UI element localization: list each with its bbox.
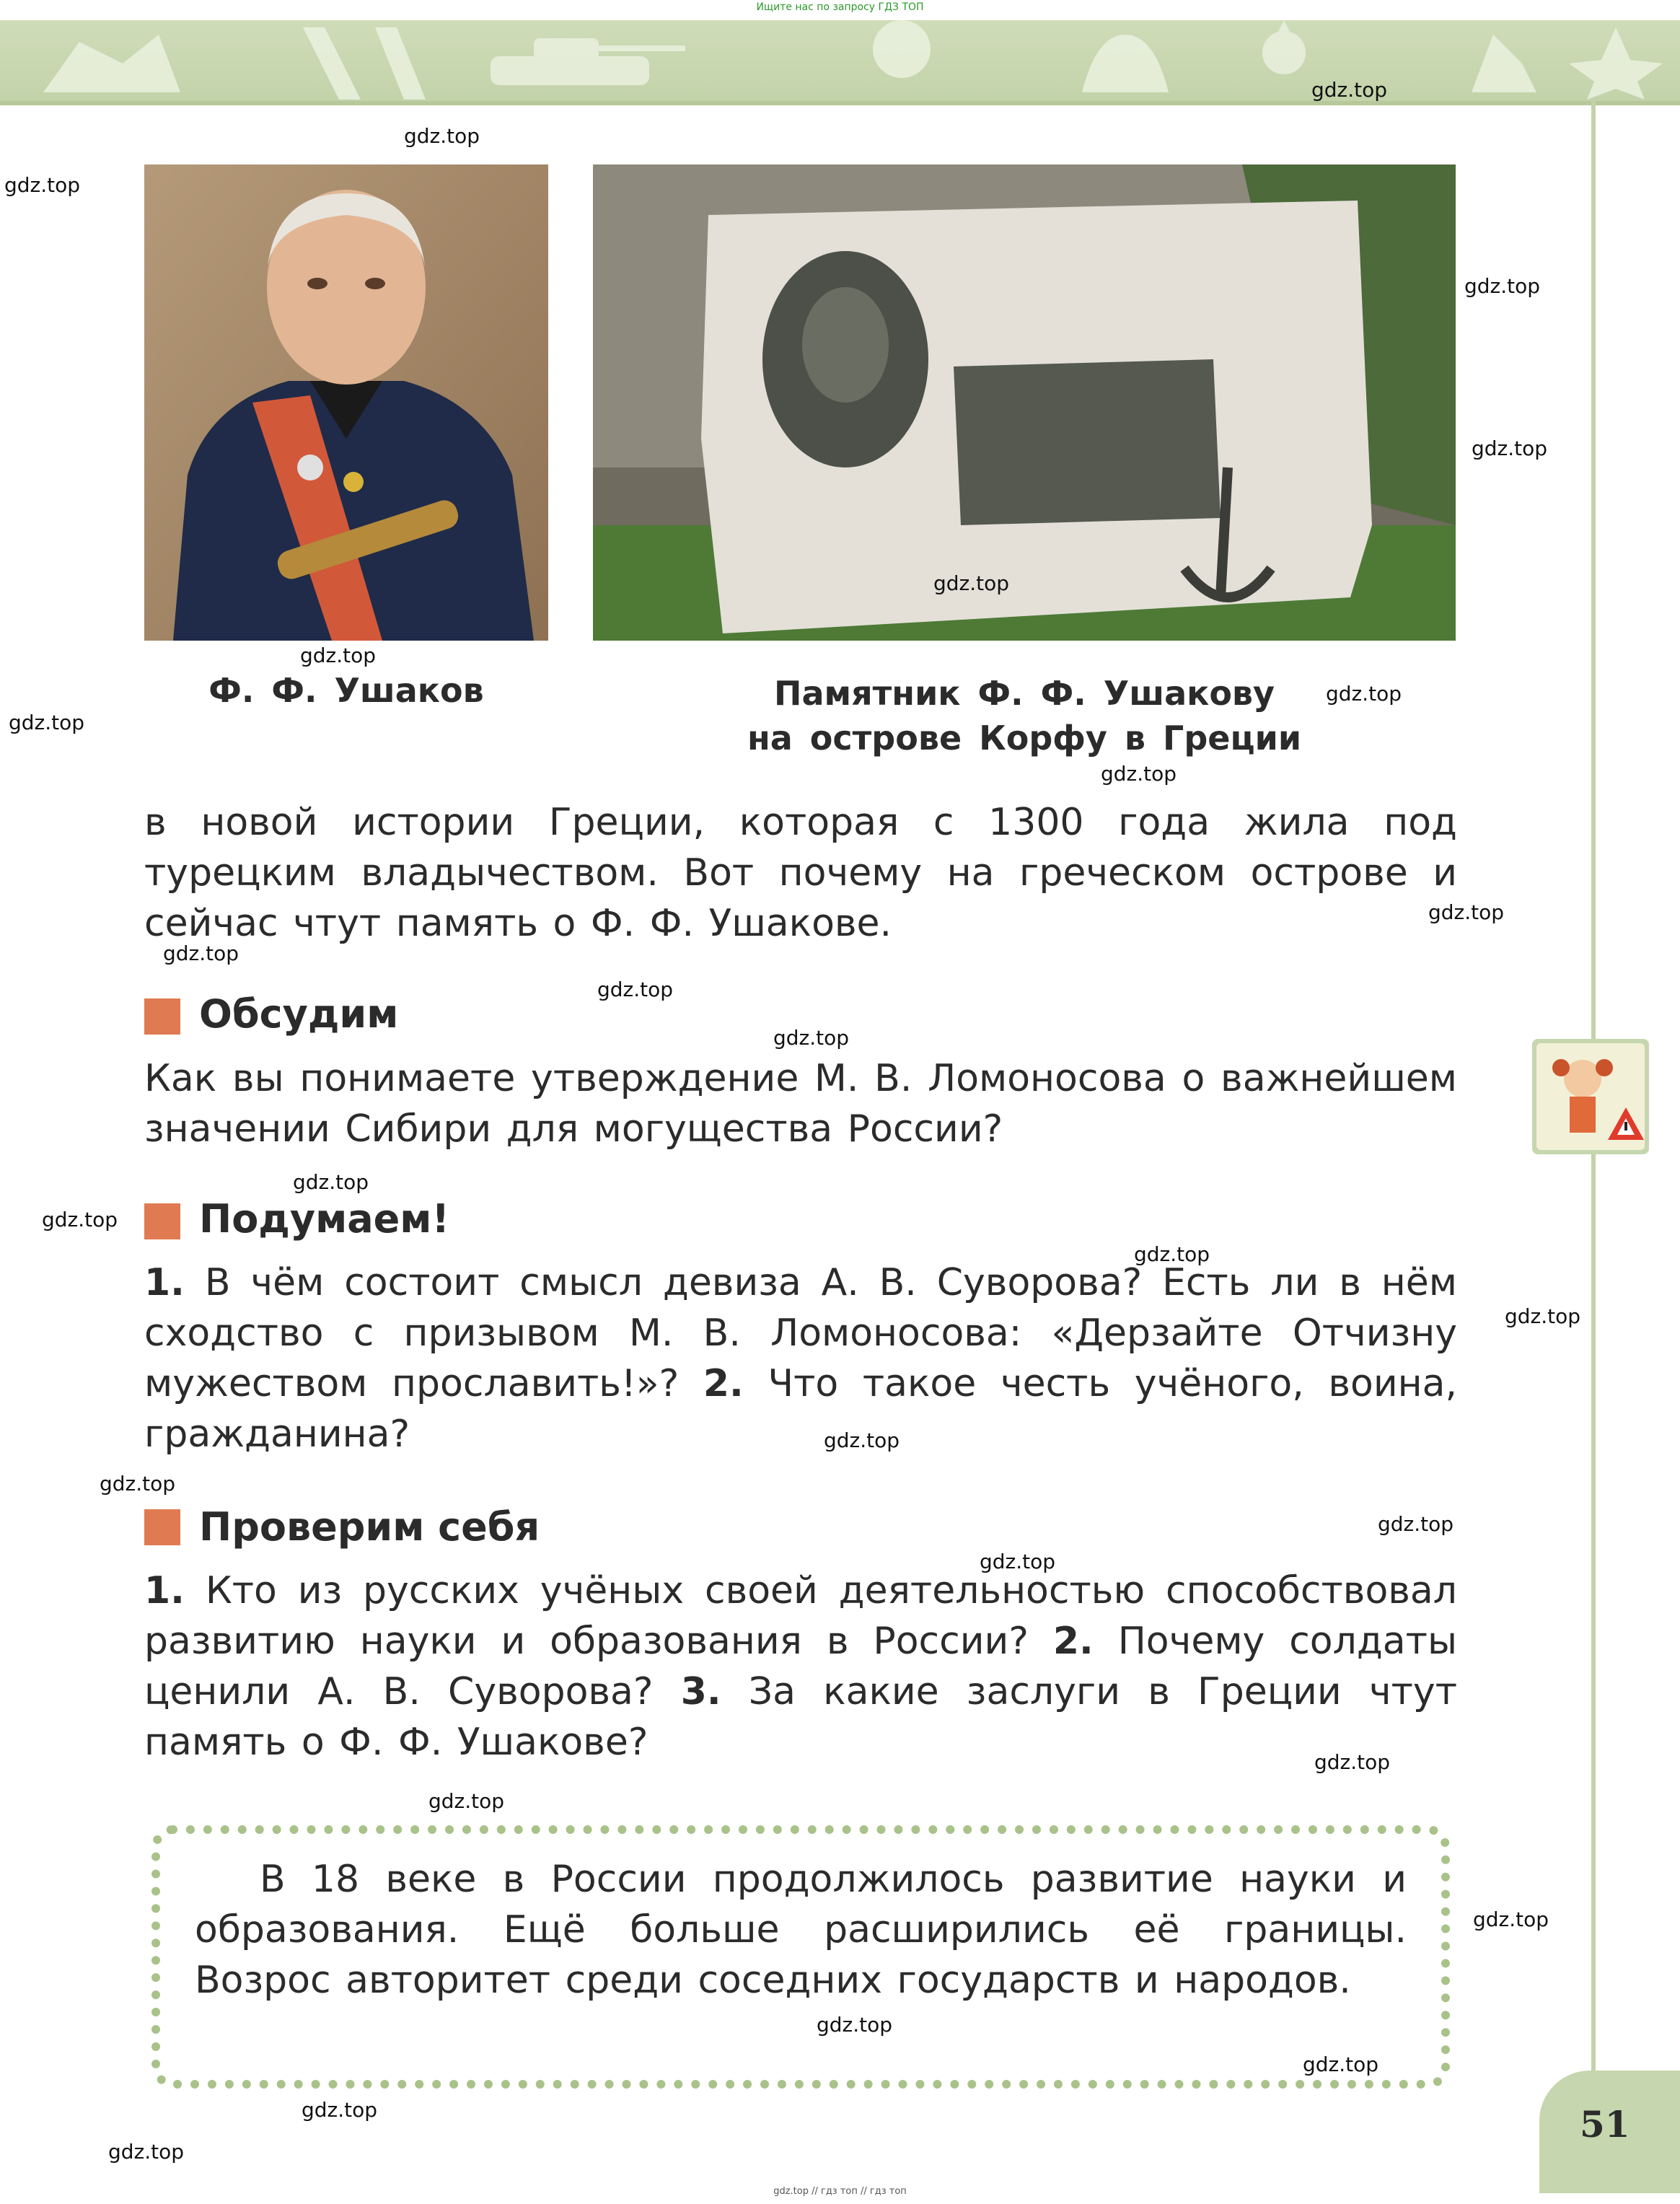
watermark: gdz.top bbox=[817, 2013, 893, 2037]
watermark: gdz.top bbox=[302, 2098, 378, 2122]
check-q2-number: 2. bbox=[1052, 1620, 1094, 1663]
discuss-text: Как вы понимаете утверждение М. В. Ломоносова о важнейшем значении Сибири для могущества России? bbox=[144, 1057, 1457, 1151]
watermark: gdz.top bbox=[163, 941, 239, 965]
watermark: gdz.top bbox=[9, 711, 85, 734]
watermark: gdz.top bbox=[773, 1026, 850, 1050]
think-q1-number: 1. bbox=[144, 1261, 185, 1304]
watermark: gdz.top bbox=[824, 1428, 900, 1452]
intro-paragraph: в новой истории Греции, которая с 1300 года жила под турецким владычеством. Вот почему на греческом острове и сейчас чтут память о Ф. Ф. Ушакове. bbox=[144, 801, 1457, 945]
think-heading: Подумаем! bbox=[199, 1196, 450, 1242]
watermark: gdz.top bbox=[42, 1208, 118, 1231]
watermark: gdz.top bbox=[293, 1170, 369, 1194]
watermark: gdz.top bbox=[1326, 682, 1402, 706]
check-q3-number: 3. bbox=[680, 1670, 721, 1713]
think-q2: Что такое честь учёного, воина, гражданина? bbox=[144, 1362, 1458, 1456]
watermark: gdz.top bbox=[1101, 762, 1177, 786]
top-note: Ищите нас по запросу ГДЗ ТОП bbox=[756, 1, 924, 13]
check-heading: Проверим себя bbox=[199, 1504, 540, 1550]
monument-image bbox=[593, 164, 1456, 641]
watermark: gdz.top bbox=[404, 124, 480, 148]
watermark: gdz.top bbox=[108, 2140, 185, 2164]
watermark: gdz.top bbox=[1134, 1242, 1210, 1266]
monument-caption-line2: на острове Корфу в Греции bbox=[747, 719, 1302, 758]
think-questions bbox=[144, 1257, 1457, 1459]
think-q1: В чём состоит смысл девиза А. В. Суворова? Есть ли в нём сходство с призывом М. В. Ломоносова: «Дерзайте Отчизну мужеством прославить!»? bbox=[144, 1261, 1457, 1405]
watermark: gdz.top bbox=[1303, 2052, 1379, 2076]
watermark: gdz.top bbox=[1505, 1304, 1581, 1328]
watermark: gdz.top bbox=[4, 173, 81, 197]
girl-warning-icon bbox=[1532, 1039, 1649, 1154]
watermark: gdz.top bbox=[300, 644, 377, 667]
section-marker-icon bbox=[144, 1509, 180, 1545]
watermark: gdz.top bbox=[1311, 78, 1388, 102]
watermark: gdz.top bbox=[1314, 1750, 1391, 1774]
watermark: gdz.top bbox=[1428, 900, 1505, 924]
summary-text: В 18 веке в России продолжилось развитие науки и образования. Ещё больше расширились её границы. Возрос авторитет среди соседних государств и народов. bbox=[195, 1858, 1407, 2002]
check-q1: Кто из русских учёных своей деятельностью способствовал развитию науки и образования в России? bbox=[144, 1569, 1458, 1663]
monument-caption-line1: Памятник Ф. Ф. Ушакову bbox=[773, 674, 1275, 713]
header-banner bbox=[0, 20, 1680, 105]
watermark: gdz.top bbox=[1378, 1512, 1454, 1536]
think-q2-number: 2. bbox=[703, 1362, 744, 1405]
section-marker-icon bbox=[144, 1203, 180, 1239]
banner-decor-icon bbox=[0, 20, 1680, 101]
watermark: gdz.top bbox=[980, 1550, 1056, 1573]
check-q3: За какие заслуги в Греции чтут память о Ф. Ф. Ушакове? bbox=[144, 1670, 1457, 1764]
check-q2: Почему солдаты ценили А. В. Суворова? bbox=[144, 1620, 1458, 1713]
discuss-heading: Обсудим bbox=[199, 991, 399, 1037]
watermark: gdz.top bbox=[597, 978, 674, 1001]
ushakov-portrait-image bbox=[144, 164, 548, 641]
portrait-caption: Ф. Ф. Ушаков bbox=[208, 671, 484, 710]
section-marker-icon bbox=[144, 998, 180, 1035]
check-q1-number: 1. bbox=[144, 1569, 185, 1612]
watermark: gdz.top bbox=[1464, 274, 1541, 298]
watermark: gdz.top bbox=[428, 1789, 505, 1813]
watermark: gdz.top bbox=[1473, 1907, 1549, 1931]
bottom-note: gdz.top // гдз топ // гдз топ bbox=[773, 2186, 907, 2197]
page-number: 51 bbox=[1580, 2103, 1630, 2146]
watermark: gdz.top bbox=[933, 571, 1010, 595]
check-questions bbox=[144, 1566, 1457, 1768]
watermark: gdz.top bbox=[100, 1472, 176, 1496]
watermark: gdz.top bbox=[1472, 436, 1548, 460]
